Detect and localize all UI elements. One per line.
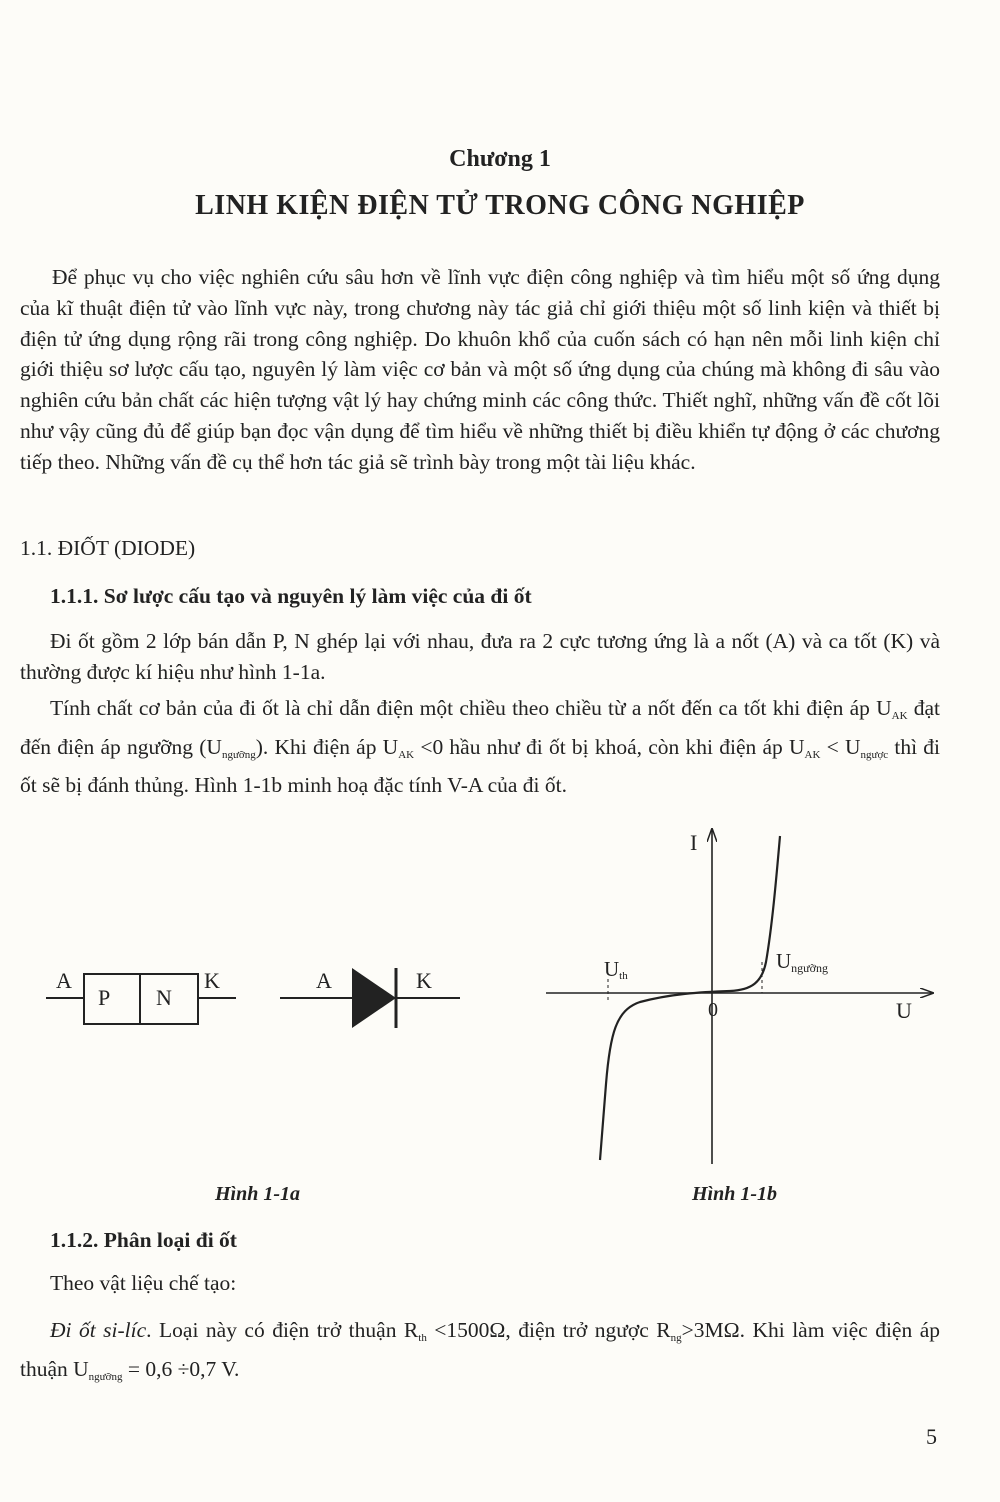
paragraph-diode-structure: Đi ốt gồm 2 lớp bán dẫn P, N ghép lại với nhau, đưa ra 2 cực tương ứng là a nốt (A) và ca tốt (K) và thường được kí hiệu như hình 1-1a. <box>20 629 940 684</box>
page-number: 5 <box>926 1424 937 1449</box>
origin-label: 0 <box>708 999 718 1021</box>
section-heading-1-1: 1.1. ĐIỐT (DIODE) <box>20 536 196 560</box>
paragraph-silicon-diode: Đi ốt si-líc. Loại này có điện trở thuận $R_{th} <1500\Omega$, điện trở ngược $R_{ng}>3M\Omega$. Khi làm việc điện áp thuận $U_{ngưỡng} = 0,6 \div 0,7$ V. <box>20 1318 940 1383</box>
diode-cathode-label: K <box>416 968 432 993</box>
uth-label: Uth <box>604 957 628 982</box>
paragraph-material-intro: Theo vật liệu chế tạo: <box>50 1271 237 1295</box>
chapter-title: LINH KIỆN ĐIỆN TỬ TRONG CÔNG NGHIỆP <box>195 190 805 221</box>
u-axis-label: U <box>896 998 912 1023</box>
u-threshold-label: Ungưỡng <box>776 949 829 975</box>
intro-paragraph: Để phục vụ cho việc nghiên cứu sâu hơn về lĩnh vực điện công nghiệp và tìm hiểu một số ứng dụng của kĩ thuật điện tử vào lĩnh vực này, trong chương này tác giả chỉ giới thiệu một số linh kiện và thiết bị điện tử ứng dụng rộng rãi trong công nghiệp. Do khuôn khổ của cuốn sách có hạn nên mỗi linh kiện chỉ giới thiệu sơ lược cấu tạo, nguyên lý làm việc cơ bản và một số ứng dụng của chúng mà không đi sâu vào nghiên cứu bản chất các hiện tượng vật lý hay chứng minh các công thức. Thiết nghĩ, những vấn đề cốt lõi như vậy cũng đủ để giúp bạn đọc vận dụng để tìm hiểu về những thiết bị điều khiển tự động ở các chương tiếp theo. Những vấn đề cụ thể hơn tác giả sẽ trình bày trong một tài liệu khác. <box>20 265 940 474</box>
figure-1-1b-chart <box>540 822 940 1167</box>
pn-p-label: P <box>98 985 111 1010</box>
va-characteristic-curve <box>600 836 780 1160</box>
section-heading-1-1-2: 1.1.2. Phân loại đi ốt <box>50 1228 237 1252</box>
chapter-label: Chương 1 <box>449 146 551 172</box>
diode-symbol <box>280 968 460 1028</box>
diode-anode-label: A <box>316 968 332 993</box>
i-axis-label: I <box>690 830 698 855</box>
section-heading-1-1-1: 1.1.1. Sơ lược cấu tạo và nguyên lý làm việc của đi ốt <box>50 584 532 608</box>
pn-cathode-label: K <box>204 968 220 993</box>
pn-anode-label: A <box>56 968 72 993</box>
figure-1-1b-caption: Hình 1-1b <box>692 1183 778 1205</box>
figure-1-1a-caption: Hình 1-1a <box>215 1183 301 1205</box>
pn-n-label: N <box>156 985 172 1010</box>
figure-1-1a-drawing <box>40 960 480 1040</box>
figure-1-1b <box>540 822 940 1167</box>
figure-1-1a <box>40 960 480 1040</box>
paragraph-diode-property: Tính chất cơ bản của đi ốt là chỉ dẫn điện một chiều theo chiều từ a nốt đến ca tốt khi điện áp $U_{AK}$ đạt đến điện áp ngưỡng $(U_{ngưỡng})$. Khi điện áp $U_{AK} <0$ hầu như đi ốt bị khoá, còn khi điện áp $U_{AK} < U_{ngược}$ thì đi ốt sẽ bị đánh thủng. Hình 1-1b minh hoạ đặc tính V-A của đi ốt. <box>20 696 941 798</box>
